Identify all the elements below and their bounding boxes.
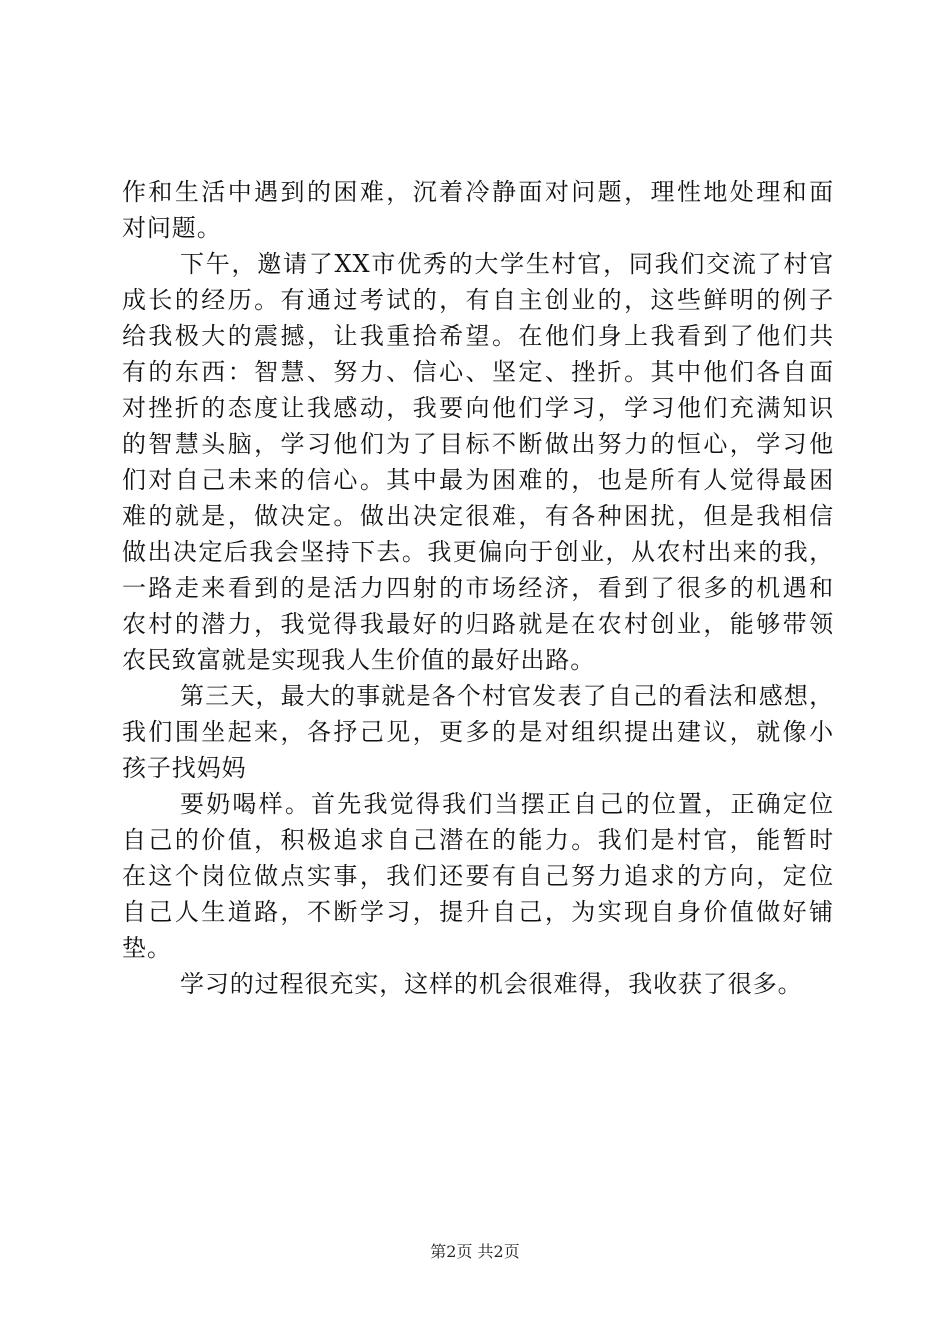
text-line: 垫。 bbox=[122, 934, 172, 962]
text-line: 们对自己未来的信心。其中最为困难的，也是所有人觉得最困 bbox=[122, 466, 834, 494]
page-footer: 第2页 共2页 bbox=[430, 1242, 520, 1261]
text-line: 在这个岗位做点实事，我们还要有自己努力追求的方向，定位 bbox=[122, 862, 834, 890]
text-line: 对挫折的态度让我感动，我要向他们学习，学习他们充满知识 bbox=[122, 394, 834, 422]
text-line: 有的东西：智慧、努力、信心、坚定、挫折。其中他们各自面 bbox=[122, 358, 834, 386]
text-line: 第三天，最大的事就是各个村官发表了自己的看法和感想， bbox=[180, 682, 834, 710]
text-line: 做出决定后我会坚持下去。我更偏向于创业，从农村出来的我， bbox=[122, 538, 834, 566]
text-line: 我们围坐起来，各抒己见，更多的是对组织提出建议，就像小 bbox=[122, 718, 834, 746]
text-line: 自己人生道路，不断学习，提升自己，为实现自身价值做好铺 bbox=[122, 898, 834, 926]
text-line: 对问题。 bbox=[122, 214, 222, 242]
text-line: 难的就是，做决定。做出决定很难，有各种困扰，但是我相信 bbox=[122, 502, 834, 530]
text-line: 的智慧头脑，学习他们为了目标不断做出努力的恒心，学习他 bbox=[122, 430, 834, 458]
text-line: 一路走来看到的是活力四射的市场经济，看到了很多的机遇和 bbox=[122, 574, 834, 602]
text-line: 自己的价值，积极追求自己潜在的能力。我们是村官，能暂时 bbox=[122, 826, 834, 854]
document-body bbox=[122, 174, 834, 1002]
text-line: 农民致富就是实现我人生价值的最好出路。 bbox=[122, 646, 596, 674]
text-line: 学习的过程很充实，这样的机会很难得，我收获了很多。 bbox=[180, 970, 803, 998]
text-line: 成长的经历。有通过考试的，有自主创业的，这些鲜明的例子 bbox=[122, 286, 834, 314]
text-line: 孩子找妈妈 bbox=[122, 754, 247, 782]
text-line: 给我极大的震撼，让我重拾希望。在他们身上我看到了他们共 bbox=[122, 322, 834, 350]
text-line: 农村的潜力，我觉得我最好的归路就是在农村创业，能够带领 bbox=[122, 610, 834, 638]
text-line: 下午，邀请了XX市优秀的大学生村官，同我们交流了村官 bbox=[180, 250, 834, 278]
text-line: 作和生活中遇到的困难，沉着冷静面对问题，理性地处理和面 bbox=[122, 178, 834, 206]
text-line: 要奶喝样。首先我觉得我们当摆正自己的位置，正确定位 bbox=[180, 790, 834, 818]
